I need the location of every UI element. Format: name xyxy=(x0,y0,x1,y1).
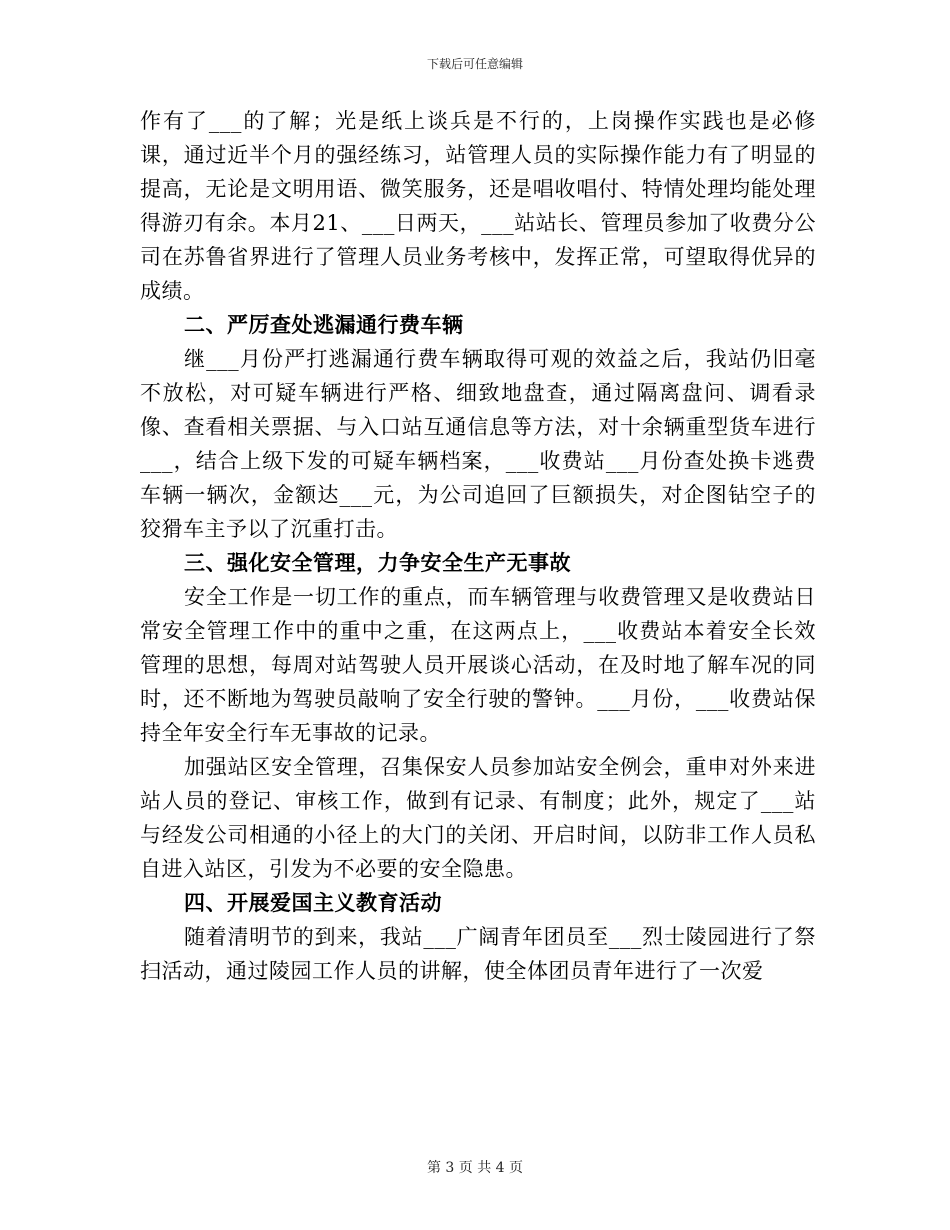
page-header-note: 下载后可任意编辑 xyxy=(426,57,523,71)
section-heading-4: 四、开展爱国主义教育活动 xyxy=(184,890,442,915)
paragraph-continuation: 作有了___的了解；光是纸上谈兵是不行的，上岗操作实践也是必修课，通过近半个月的强经练习，站管理人员的实际操作能力有了明显的提高，无论是文明用语、微笑服务，还是唱收唱付、特情处理均能处理得游刃有余。本月21、___日两天，___站站长、管理员参加了收费分公司在苏鲁省界进行了管理人员业务考核中，发挥正常，可望取得优异的成绩。 xyxy=(140,109,816,303)
section-heading-3: 三、强化安全管理，力争安全生产无事故 xyxy=(184,550,571,575)
section-heading-2: 二、严厉查处逃漏通行费车辆 xyxy=(184,312,464,337)
paragraph-patriotic-education: 随着清明节的到来，我站___广阔青年团员至___烈士陵园进行了祭扫活动，通过陵园工作人员的讲解，使全体团员青年进行了一次爱 xyxy=(140,925,816,983)
document-body xyxy=(140,104,816,988)
paragraph-safety-vehicles: 安全工作是一切工作的重点，而车辆管理与收费管理又是收费站日常安全管理工作中的重中之重，在这两点上，___收费站本着安全长效管理的思想，每周对站驾驶人员开展谈心活动，在及时地了解车况的同时，还不断地为驾驶员敲响了安全行驶的警钟。___月份，___收费站保持全年安全行车无事故的记录。 xyxy=(140,585,816,745)
paragraph-station-security: 加强站区安全管理，召集保安人员参加站安全例会，重申对外来进站人员的登记、审核工作，做到有记录、有制度；此外，规定了___站与经发公司相通的小径上的大门的关闭、开启时间，以防非工作人员私自进入站区，引发为不必要的安全隐患。 xyxy=(140,755,816,881)
paragraph-toll-evasion: 继___月份严打逃漏通行费车辆取得可观的效益之后，我站仍旧毫不放松，对可疑车辆进行严格、细致地盘查，通过隔离盘问、调看录像、查看相关票据、与入口站互通信息等方法，对十余辆重型货车进行___，结合上级下发的可疑车辆档案，___收费站___月份查处换卡逃费车辆一辆次，金额达___元，为公司追回了巨额损失，对企图钻空子的狡猾车主予以了沉重打击。 xyxy=(140,347,816,541)
page-number: 第 3 页 共 4 页 xyxy=(426,1160,524,1176)
